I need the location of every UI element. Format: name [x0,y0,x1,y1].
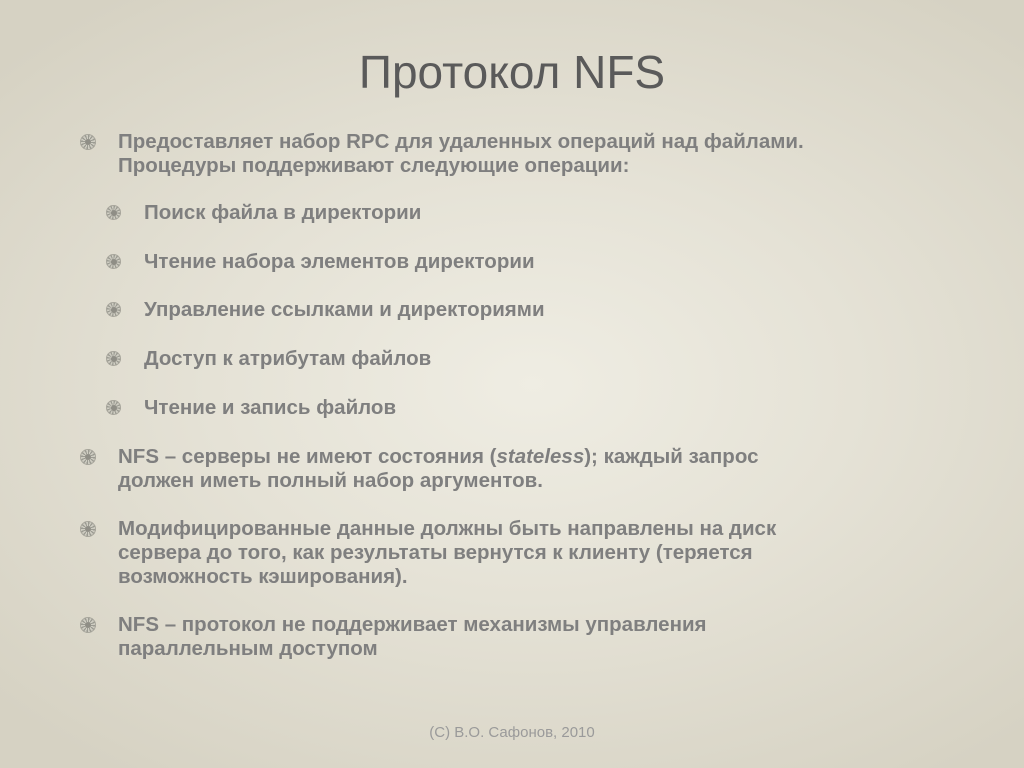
gear-bullet-icon [106,400,121,415]
subbullet-read-write [144,396,924,420]
bullet-concurrency [118,613,938,661]
bullet-modified-data [118,517,938,589]
bullet-stateless-line1 [118,445,938,469]
copyright-footer: (С) В.О. Сафонов, 2010 [429,724,595,741]
bullet-rpc [118,130,938,178]
subbullet-links-text: Управление ссылками и директориями [144,298,545,321]
bullet-rpc-line1: Предоставляет набор RPC для удаленных операций над файлами. [118,130,804,153]
subbullet-read-dir-text: Чтение набора элементов директории [144,250,535,273]
bullet-stateless-pre: NFS – серверы не имеют состояния ( [118,445,497,468]
subbullet-search-text: Поиск файла в директории [144,201,422,224]
subbullet-read-write-text: Чтение и запись файлов [144,396,397,419]
gear-bullet-icon [106,351,121,366]
bullet-stateless [118,445,938,493]
subbullet-links [144,298,924,322]
bullet-stateless-post: ); каждый запрос [584,445,759,468]
bullet-rpc-line2: Процедуры поддерживают следующие операции: [118,154,630,177]
bullet-concurrency-line1: NFS – протокол не поддерживает механизмы управления [118,613,707,636]
subbullet-attributes [144,347,924,371]
slide-title: Протокол NFS [358,46,666,98]
bullet-modified-data-line3: возможность кэширования). [118,565,408,588]
subbullet-attributes-text: Доступ к атрибутам файлов [144,347,432,370]
subbullet-search [144,201,924,225]
gear-bullet-icon [106,302,121,317]
stateless-term: stateless [496,445,585,468]
subbullet-read-dir [144,250,924,274]
gear-bullet-icon [80,134,96,150]
bullet-concurrency-line2: параллельным доступом [118,637,378,660]
gear-bullet-icon [106,254,121,269]
bullet-modified-data-line2: сервера до того, как результаты вернутся к клиенту (теряется [118,541,753,564]
gear-bullet-icon [80,449,96,465]
bullet-modified-data-line1: Модифицированные данные должны быть направлены на диск [118,517,777,540]
bullet-stateless-line2: должен иметь полный набор аргументов. [118,469,543,492]
gear-bullet-icon [80,617,96,633]
gear-bullet-icon [80,521,96,537]
gear-bullet-icon [106,205,121,220]
